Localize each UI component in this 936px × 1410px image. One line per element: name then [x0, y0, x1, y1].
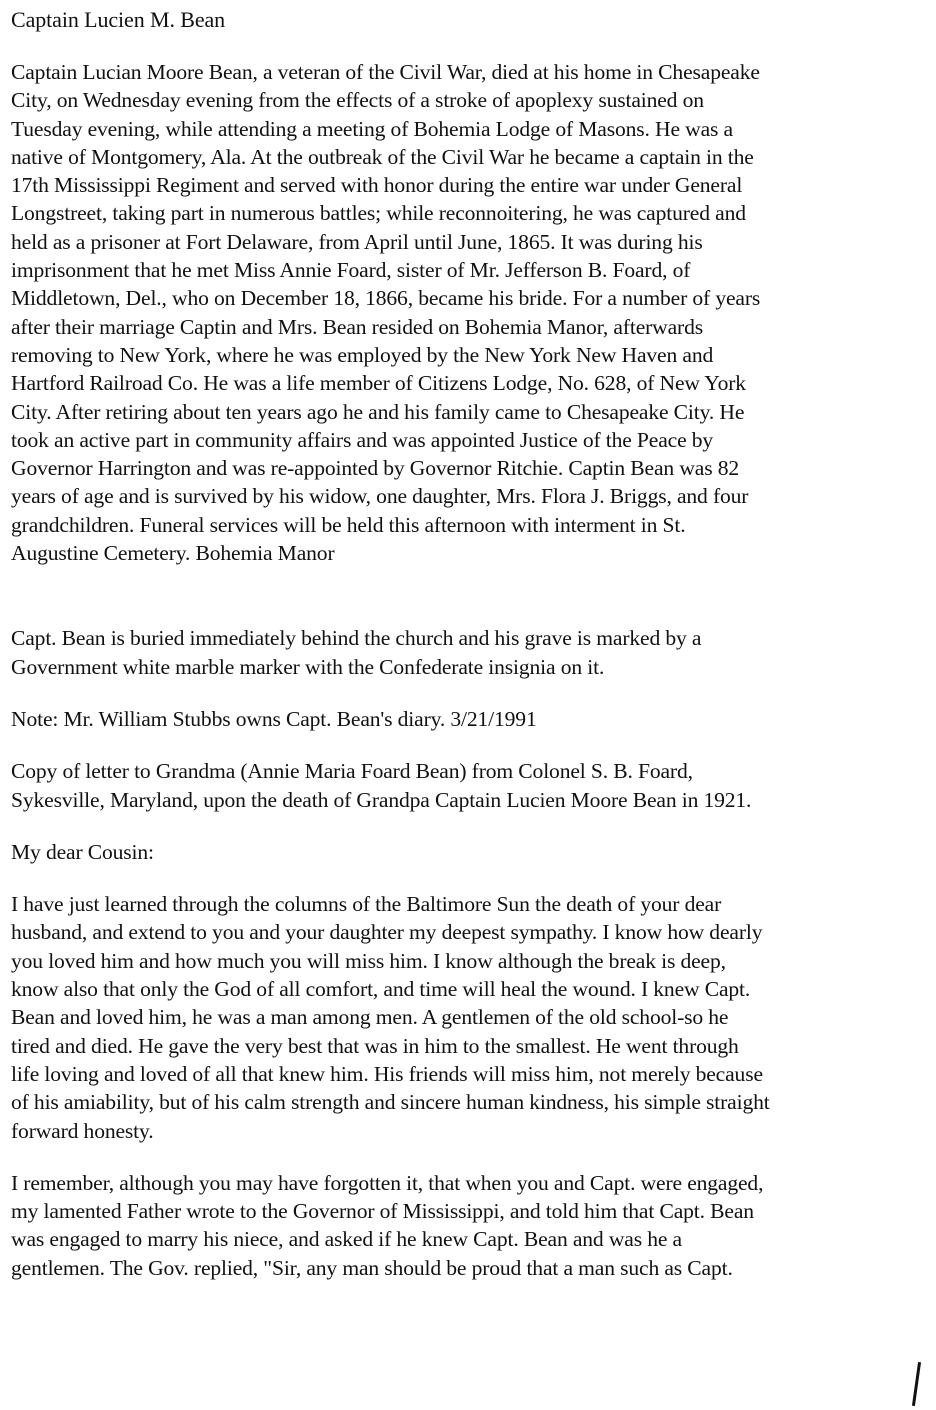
text-line: you loved him and how much you will miss him. I know although the break is deep, — [11, 948, 726, 973]
text-line: Note: Mr. William Stubbs owns Capt. Bean's diary. 3/21/1991 — [11, 706, 537, 731]
text-line: tired and died. He gave the very best that was in him to the smallest. He went through — [11, 1033, 739, 1058]
text-line: of his amiability, but of his calm strength and sincere human kindness, his simple straight — [11, 1090, 770, 1115]
text-line: removing to New York, where he was employed by the New York New Haven and — [11, 342, 714, 367]
text-line: Copy of letter to Grandma (Annie Maria Foard Bean) from Colonel S. B. Foard, — [11, 759, 693, 784]
document-page — [11, 6, 911, 1282]
diary-note-paragraph — [11, 705, 911, 733]
text-line: Hartford Railroad Co. He was a life member of Citizens Lodge, No. 628, of New York — [11, 371, 746, 396]
text-line: Capt. Bean is buried immediately behind the church and his grave is marked by a — [11, 626, 702, 651]
burial-note-paragraph — [11, 624, 911, 681]
letter-salutation — [11, 838, 911, 866]
text-line: imprisonment that he met Miss Annie Foard, sister of Mr. Jefferson B. Foard, of — [11, 258, 691, 283]
section-spacer — [11, 1145, 911, 1169]
pen-stroke-mark — [912, 1362, 921, 1406]
text-line: City, on Wednesday evening from the effects of a stroke of apoplexy sustained on — [11, 88, 704, 113]
text-line: took an active part in community affairs and was appointed Justice of the Peace by — [11, 427, 714, 452]
text-line: I have just learned through the columns of the Baltimore Sun the death of your dear — [11, 892, 722, 917]
text-line: 17th Mississippi Regiment and served with honor during the entire war under General — [11, 173, 743, 198]
section-spacer — [11, 567, 911, 624]
text-line: life loving and loved of all that knew him. His friends will miss him, not merely because — [11, 1061, 763, 1086]
text-line: years of age and is survived by his widow, one daughter, Mrs. Flora J. Briggs, and four — [11, 484, 749, 509]
text-line: Augustine Cemetery. Bohemia Manor — [11, 541, 335, 566]
text-line: held as a prisoner at Fort Delaware, from April until June, 1865. It was during his — [11, 229, 703, 254]
text-line: Governor Harrington and was re-appointed by Governor Ritchie. Captin Bean was 82 — [11, 456, 739, 481]
letter-intro-paragraph — [11, 757, 911, 814]
text-line: Captain Lucian Moore Bean, a veteran of the Civil War, died at his home in Chesapeake — [11, 60, 760, 84]
text-line: native of Montgomery, Ala. At the outbreak of the Civil War he became a captain in the — [11, 144, 754, 169]
text-line: Longstreet, taking part in numerous battles; while reconnoitering, he was captured and — [11, 201, 746, 226]
text-line: Sykesville, Maryland, upon the death of Grandpa Captain Lucien Moore Bean in 1921. — [11, 787, 752, 812]
text-line: after their marriage Captin and Mrs. Bean resided on Bohemia Manor, afterwards — [11, 314, 703, 339]
text-line: forward honesty. — [11, 1118, 154, 1143]
text-line: Government white marble marker with the Confederate insignia on it. — [11, 654, 605, 679]
text-line: grandchildren. Funeral services will be held this afternoon with interment in St. — [11, 512, 686, 537]
section-spacer — [11, 866, 911, 890]
text-line: my lamented Father wrote to the Governor of Mississippi, and told him that Capt. Bean — [11, 1199, 754, 1224]
text-line: I remember, although you may have forgotten it, that when you and Capt. were engaged, — [11, 1170, 764, 1195]
text-line: husband, and extend to you and your daughter my deepest sympathy. I know how dearly — [11, 920, 763, 945]
text-line: City. After retiring about ten years ago he and his family came to Chesapeake City. He — [11, 399, 745, 424]
obituary-paragraph — [11, 58, 911, 567]
letter-body-paragraph-2 — [11, 1169, 911, 1282]
text-line: My dear Cousin: — [11, 839, 154, 864]
text-line: Middletown, Del., who on December 18, 1866, became his bride. For a number of years — [11, 286, 761, 311]
section-spacer — [11, 814, 911, 838]
section-spacer — [11, 681, 911, 705]
text-line: was engaged to marry his niece, and asked if he knew Capt. Bean and was he a — [11, 1227, 682, 1252]
section-spacer — [11, 733, 911, 757]
text-line: Tuesday evening, while attending a meeting of Bohemia Lodge of Masons. He was a — [11, 116, 733, 141]
text-line: gentlemen. The Gov. replied, "Sir, any man should be proud that a man such as Capt. — [11, 1255, 733, 1280]
document-title: Captain Lucien M. Bean — [11, 7, 226, 32]
text-line: Bean and loved him, he was a man among men. A gentlemen of the old school-so he — [11, 1005, 729, 1030]
letter-body-paragraph-1 — [11, 890, 911, 1145]
text-line: know also that only the God of all comfort, and time will heal the wound. I knew Capt. — [11, 977, 751, 1002]
